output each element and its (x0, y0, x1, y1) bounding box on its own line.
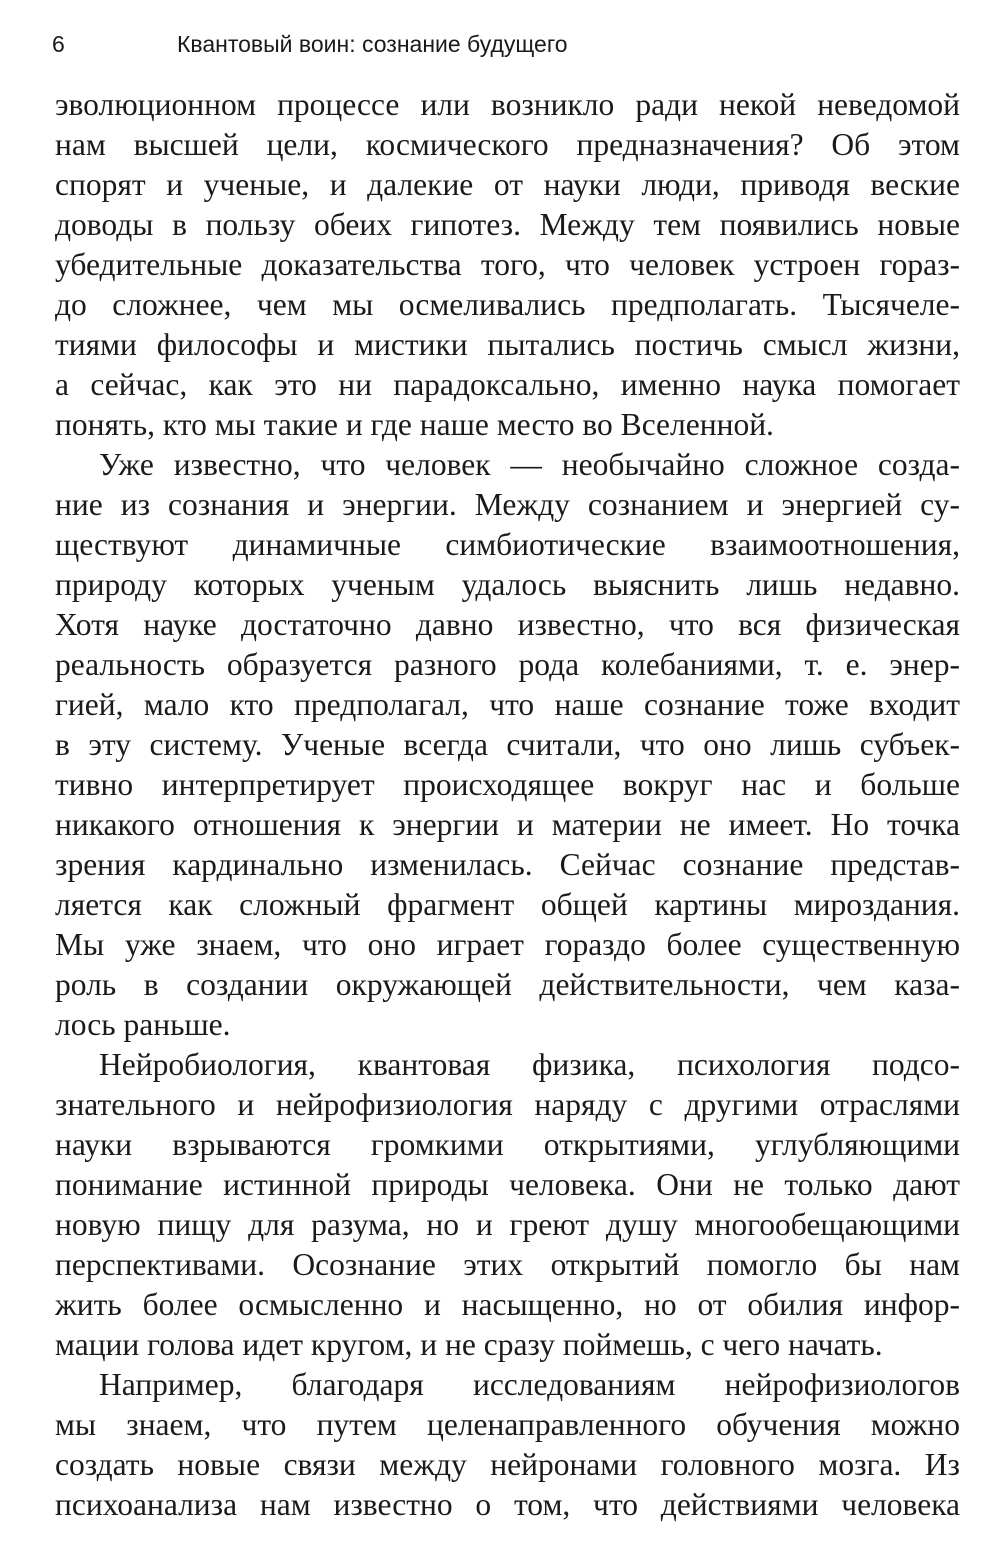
text-line: мации голова идет кругом, и не сразу поймешь, с чего начать. (55, 1327, 883, 1362)
text-line: перспективами. Осознание этих открытий помогло бы нам (55, 1247, 960, 1282)
text-line: нам высшей цели, космического предназначения? Об этом (55, 127, 960, 162)
text-line: Например, благодаря исследованиям нейрофизиологов (99, 1367, 960, 1402)
paragraph (55, 1365, 960, 1525)
paragraph (55, 85, 960, 445)
text-line: тиями философы и мистики пытались постичь смысл жизни, (55, 327, 960, 362)
text-line: реальность образуется разного рода колебаниями, т. е. энер- (55, 647, 960, 682)
paragraph (55, 445, 960, 1045)
text-line: науки взрываются громкими открытиями, углубляющими (55, 1127, 960, 1162)
paragraph (55, 1045, 960, 1365)
book-title: Квантовый воин: сознание будущего (177, 31, 568, 57)
text-line: спорят и ученые, и далекие от науки люди, приводя веские (55, 167, 960, 202)
page-number: 6 (52, 31, 65, 57)
body-text (55, 85, 960, 1525)
text-line: лось раньше. (55, 1007, 231, 1042)
text-line: эволюционном процессе или возникло ради некой неведомой (55, 87, 960, 122)
text-line: доводы в пользу обеих гипотез. Между тем появились новые (55, 207, 960, 242)
text-line: психоанализа нам известно о том, что действиями человека (55, 1487, 960, 1522)
text-line: в эту систему. Ученые всегда считали, что оно лишь субъек- (55, 727, 960, 762)
text-line: ществуют динамичные симбиотические взаимоотношения, (55, 527, 960, 562)
running-head (52, 26, 960, 62)
text-line: а сейчас, как это ни парадоксально, именно наука помогает (55, 367, 960, 402)
text-line: Хотя науке достаточно давно известно, что вся физическая (55, 607, 960, 642)
text-line: тивно интерпретирует происходящее вокруг нас и больше (55, 767, 960, 802)
text-line: Уже известно, что человек — необычайно сложное созда- (99, 447, 960, 482)
text-line: новую пищу для разума, но и греют душу многообещающими (55, 1207, 960, 1242)
text-line: понимание истинной природы человека. Они не только дают (55, 1167, 960, 1202)
text-line: гией, мало кто предполагал, что наше сознание тоже входит (55, 687, 960, 722)
text-line: убедительные доказательства того, что человек устроен гораз- (55, 247, 960, 282)
text-line: жить более осмысленно и насыщенно, но от обилия инфор- (55, 1287, 960, 1322)
text-line: зрения кардинально изменилась. Сейчас сознание представ- (55, 847, 960, 882)
text-line: ляется как сложный фрагмент общей картины мироздания. (55, 887, 960, 922)
text-line: мы знаем, что путем целенаправленного обучения можно (55, 1407, 960, 1442)
text-line: никакого отношения к энергии и материи не имеет. Но точка (55, 807, 960, 842)
text-line: понять, кто мы такие и где наше место во Вселенной. (55, 407, 774, 442)
text-line: ние из сознания и энергии. Между сознанием и энергией су- (55, 487, 960, 522)
text-line: роль в создании окружающей действительности, чем каза- (55, 967, 960, 1002)
text-line: до сложнее, чем мы осмеливались предполагать. Тысячеле- (55, 287, 960, 322)
text-line: Нейробиология, квантовая физика, психология подсо- (99, 1047, 960, 1082)
text-line: природу которых ученым удалось выяснить лишь недавно. (55, 567, 960, 602)
text-line: знательного и нейрофизиология наряду с другими отраслями (55, 1087, 960, 1122)
text-line: создать новые связи между нейронами головного мозга. Из (55, 1447, 960, 1482)
text-line: Мы уже знаем, что оно играет гораздо более существенную (55, 927, 960, 962)
